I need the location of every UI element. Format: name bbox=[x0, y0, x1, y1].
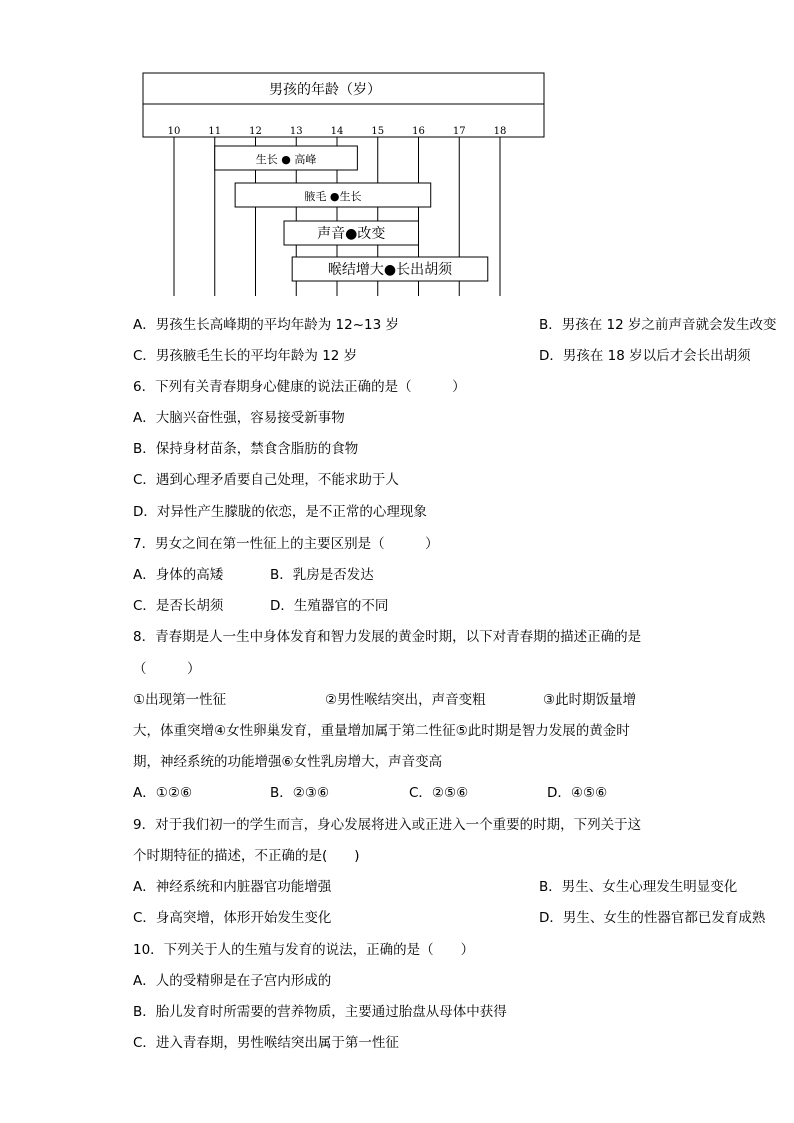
q8-option-a[interactable]: A．①②⑥ bbox=[133, 785, 193, 801]
age-tick-label: 10 bbox=[167, 126, 181, 137]
q9-stem-line-2: 个时期特征的描述，不正确的是( ) bbox=[133, 848, 360, 864]
q9-stem-line-1: 9．对于我们初一的学生而言，身心发展将进入或正进入一个重要的时期，下列关于这 bbox=[133, 817, 642, 833]
q8-statements-row-3: 期，神经系统的功能增强⑥女性乳房增大，声音变高 bbox=[133, 754, 443, 770]
age-tick-label: 14 bbox=[330, 126, 344, 137]
q7-options-row-1 bbox=[133, 565, 374, 585]
age-development-diagram bbox=[0, 0, 794, 300]
q9-options-row-1 bbox=[133, 877, 738, 897]
q10-option-c[interactable]: C．进入青春期，男性喉结突出属于第一性征 bbox=[133, 1035, 399, 1051]
q10-option-a[interactable]: A．人的受精卵是在子宫内形成的 bbox=[133, 973, 332, 989]
q8-options-row bbox=[133, 783, 608, 803]
q7-option-c[interactable]: C．是否长胡须 bbox=[133, 598, 224, 614]
q6-option-d[interactable]: D．对异性产生朦胧的依恋，是不正常的心理现象 bbox=[133, 504, 427, 520]
diagram-title: 男孩的年龄（岁） bbox=[269, 82, 381, 98]
q6-option-c[interactable]: C．遇到心理矛盾要自己处理，不能求助于人 bbox=[133, 472, 399, 488]
q7-option-b[interactable]: B．乳房是否发达 bbox=[270, 567, 374, 583]
age-tick-label: 13 bbox=[289, 126, 303, 137]
q6-option-b[interactable]: B．保持身材苗条，禁食含脂肪的食物 bbox=[133, 441, 359, 457]
q6-option-a[interactable]: A．大脑兴奋性强，容易接受新事物 bbox=[133, 410, 345, 426]
age-tick-label: 16 bbox=[412, 126, 425, 137]
q5-options-row-2 bbox=[133, 346, 751, 366]
q8-statement-2: ②男性喉结突出，声音变粗 bbox=[325, 692, 486, 708]
q6-stem: 6．下列有关青春期身心健康的说法正确的是（ ） bbox=[133, 379, 466, 395]
event-bar-label: 喉结增大●长出胡须 bbox=[327, 262, 453, 278]
q8-option-b[interactable]: B．②③⑥ bbox=[270, 785, 330, 801]
q9-option-b[interactable]: B．男生、女生心理发生明显变化 bbox=[539, 879, 738, 895]
q5-options-row-1 bbox=[133, 315, 777, 335]
q7-option-d[interactable]: D．生殖器官的不同 bbox=[270, 598, 389, 614]
event-bar-label: 声音●改变 bbox=[317, 226, 386, 242]
q9-option-a[interactable]: A．神经系统和内脏器官功能增强 bbox=[133, 879, 332, 895]
q5-option-a[interactable]: A．男孩生长高峰期的平均年龄为 12~13 岁 bbox=[133, 317, 399, 333]
q9-option-d[interactable]: D．男生、女生的性器官都已发育成熟 bbox=[539, 910, 766, 926]
q5-option-d[interactable]: D．男孩在 18 岁以后才会长出胡须 bbox=[539, 348, 751, 364]
q9-options-row-2 bbox=[133, 908, 766, 928]
age-tick-label: 18 bbox=[493, 126, 507, 137]
q8-statement-1: ①出现第一性征 bbox=[133, 692, 227, 708]
q8-option-d[interactable]: D．④⑤⑥ bbox=[547, 785, 608, 801]
q5-option-b[interactable]: B．男孩在 12 岁之前声音就会发生改变 bbox=[539, 317, 777, 333]
age-tick-label: 15 bbox=[371, 126, 385, 137]
q7-stem: 7．男女之间在第一性征上的主要区别是（ ） bbox=[133, 536, 439, 552]
age-tick-label: 17 bbox=[452, 126, 466, 137]
q10-stem: 10．下列关于人的生殖与发育的说法，正确的是（ ） bbox=[133, 942, 475, 958]
q7-option-a[interactable]: A．身体的高矮 bbox=[133, 567, 224, 583]
q8-stem: 8．青春期是人一生中身体发育和智力发展的黄金时期，以下对青春期的描述正确的是 bbox=[133, 629, 642, 645]
q8-statements-row-2: 大，体重突增④女性卵巢发育，重量增加属于第二性征⑤此时期是智力发展的黄金时 bbox=[133, 723, 630, 739]
q5-option-c[interactable]: C．男孩腋毛生长的平均年龄为 12 岁 bbox=[133, 348, 358, 364]
q8-statements-row-1 bbox=[133, 690, 637, 710]
q10-option-b[interactable]: B．胎儿发育时所需要的营养物质，主要通过胎盘从母体中获得 bbox=[133, 1004, 507, 1020]
q8-paren: （ ） bbox=[133, 661, 201, 677]
q8-statement-3: ③此时期饭量增 bbox=[543, 692, 637, 708]
q8-option-c[interactable]: C．②⑤⑥ bbox=[409, 785, 469, 801]
age-tick-label: 11 bbox=[208, 126, 222, 137]
event-bar-label: 生长 ● 高峰 bbox=[255, 153, 317, 166]
q7-options-row-2 bbox=[133, 596, 389, 616]
event-bar-label: 腋毛 ●生长 bbox=[304, 190, 362, 203]
age-tick-label: 12 bbox=[249, 126, 262, 137]
q9-option-c[interactable]: C．身高突增，体形开始发生变化 bbox=[133, 910, 332, 926]
